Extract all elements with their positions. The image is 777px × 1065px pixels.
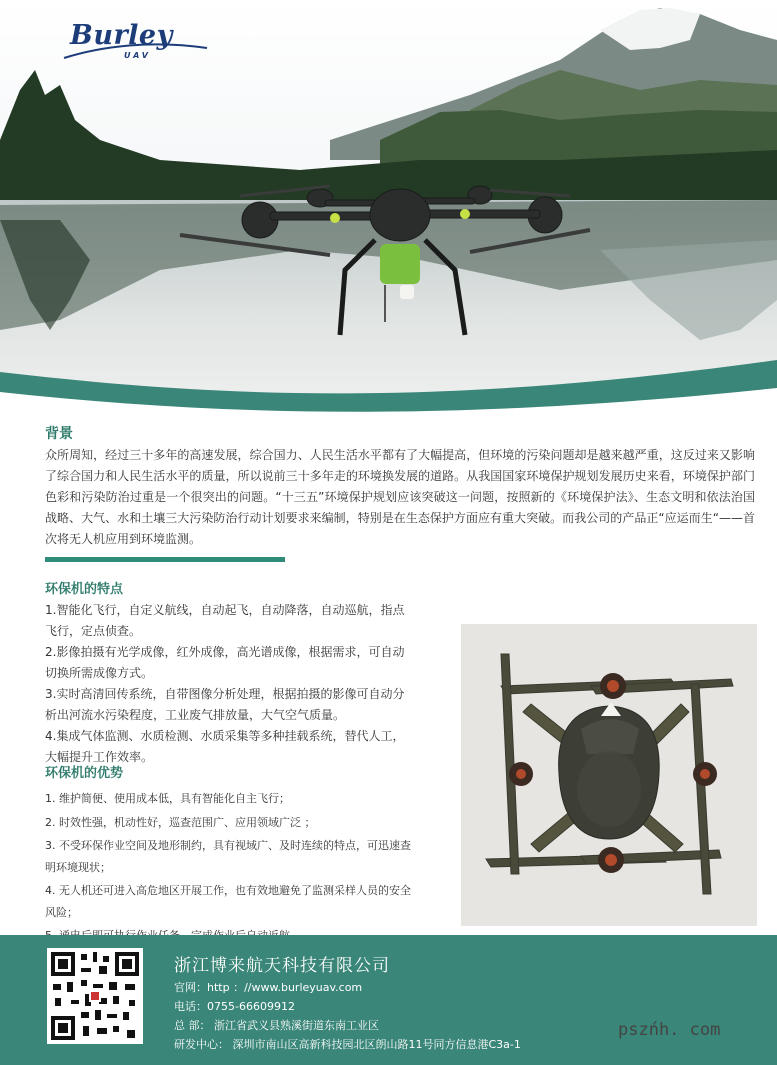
list-item: 2. 时效性强，机动性好，巡查范围广、应用领域广泛 ； [45,815,316,829]
list-item: 3. 不受环保作业空间及地形制约，具有视域广、及时连续的特点，可迅速查明环境现状； [45,839,411,874]
list-item: 4.集成气体监测、水质检测、水质采集等多种挂载系统，替代人工，大幅提升工作效率。 [45,729,405,764]
product-photo [461,624,757,926]
qr-code [47,948,143,1044]
section-divider [45,557,285,562]
list-item: 2.影像拍摄有光学成像，红外成像，高光谱成像，根据需求，可自动切换所需成像方式。 [45,645,405,680]
features-heading: 环保机的特点 [45,582,124,597]
list-item: 3.实时高清回传系统，自带图像分析处理，根据拍摄的影像可自动分析出河流水污染程度，工业废气排放量，大气空气质量。 [45,687,405,722]
advantages-list [45,788,417,949]
background-paragraph: 众所周知，经过三十多年的高速发展，综合国力、人民生活水平都有了大幅提高，但环境的污染问题却是越来越严重，这反过来又影响了综合国力和人民生活水平的质量，所以说前三十多年走的环境换发展的道路。从我国国家环境保护规划发展历史来看，环境保护部门色彩和污染防治过重是一个很突出的问题。“十三五”环境保护规划应该突破这一问题，按照新的《环境保护法》、生态文明和依法治国战略、大气、水和土壤三大污染防治行动计划要求来编制，特别是在生态保护方面应有重大突破。而我公司的产品正“应运而生“——首次将无人机应用到环境监测。 [45,448,755,546]
company-name: 浙江博来航天科技有限公司 [174,956,390,976]
list-item: 1.智能化飞行，自定义航线，自动起飞，自动降落，自动巡航，指点飞行，定点侦查。 [45,603,405,638]
background-heading: 背景 [45,426,73,442]
drone-top-view-illustration [461,624,757,926]
watermark: pszńh. com [618,1020,721,1040]
footer-hq-address: 总 部： 浙江省武义县熟溪街道东南工业区 [174,1019,379,1032]
list-item: 4. 无人机还可进入高危地区开展工作，也有效地避免了监测采样人员的安全风险； [45,884,411,919]
advantages-heading: 环保机的优势 [45,766,124,781]
features-list [45,600,415,768]
list-item: 1. 维护简便、使用成本低，具有智能化自主飞行； [45,792,290,805]
footer-rd-address: 研发中心： 深圳市南山区高新科技园北区朗山路11号同方信息港C3a-1 [174,1038,521,1051]
qr-code-icon [47,948,143,1044]
footer-website: 官网：http ：//www.burleyuav.com [174,981,363,994]
logo-brand-text: Burley [70,20,173,51]
burley-logo [62,18,212,68]
logo-sub-text: UAV [124,51,151,60]
hero-photo [0,0,777,425]
footer-phone: 电话：0755-66609912 [174,1000,295,1013]
